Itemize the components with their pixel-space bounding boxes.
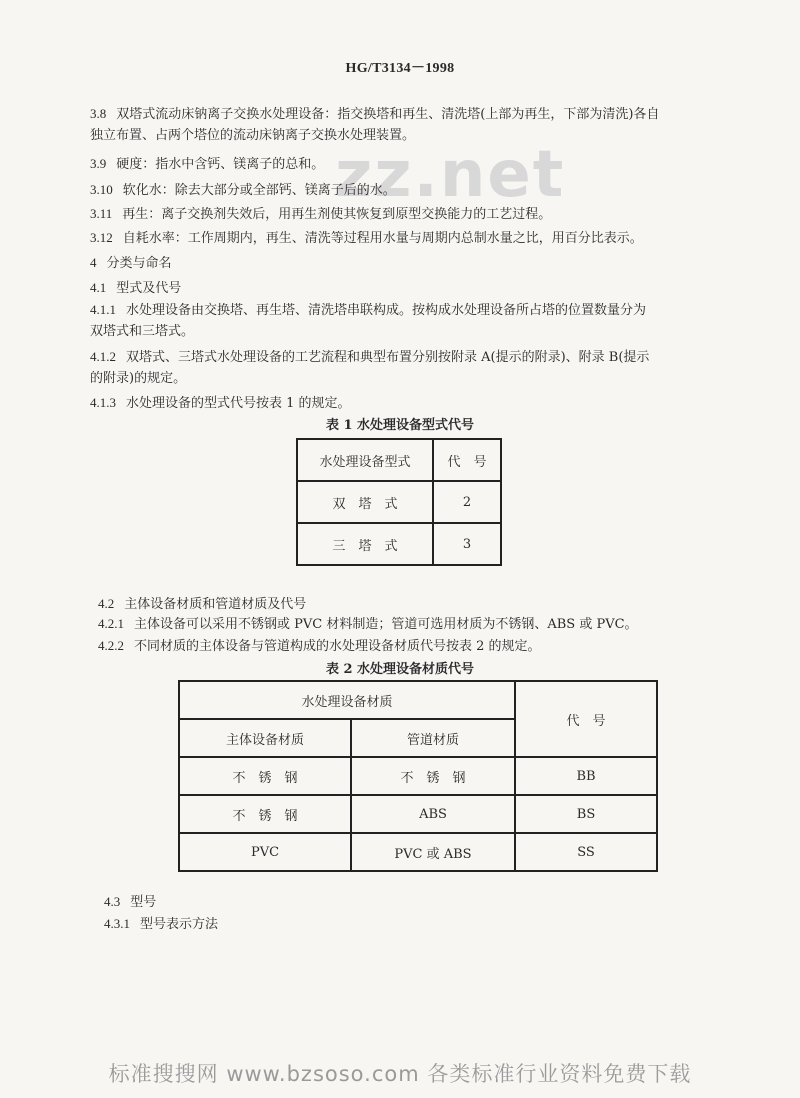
- clause-3-8: [90, 104, 659, 125]
- watermark: zz.net: [335, 138, 566, 212]
- table-cell: BB: [515, 757, 657, 795]
- clause-number: 4.2: [98, 596, 115, 611]
- clause-text: 分类与命名: [106, 256, 172, 271]
- footer-watermark: 标准搜搜网 www.bzsoso.com 各类标准行业资料免费下载: [108, 1062, 692, 1086]
- clause-4-1-2: [90, 347, 649, 368]
- clause-4-2-1: [98, 614, 638, 635]
- table-cell: 2: [433, 481, 501, 523]
- table-row: [179, 757, 657, 795]
- clause-text: 软化水：除去大部分或全部钙、镁离子后的水。: [122, 183, 396, 198]
- page-header: HG/T3134－1998: [345, 61, 455, 76]
- clause-text: 型号: [130, 895, 157, 910]
- clause-3-10: [90, 180, 396, 201]
- clause-number: 4.3.1: [104, 916, 130, 931]
- clause-4-1-1: [90, 300, 646, 321]
- clause-text: 的附录)的规定。: [90, 371, 187, 386]
- clause-number: 4.2.2: [98, 638, 124, 653]
- table-cell: 不 锈 钢: [179, 795, 351, 833]
- clause-number: 4: [90, 255, 97, 270]
- clause-3-9: [90, 154, 324, 175]
- table-cell: BS: [515, 795, 657, 833]
- clause-number: 3.11: [90, 206, 113, 221]
- clause-text: 双塔式流动床钠离子交换水处理设备：指交换塔和再生、清洗塔(上部为再生，下部为清洗)各自: [116, 107, 660, 122]
- table1: [296, 438, 502, 566]
- clause-3-8-cont: [90, 126, 415, 146]
- clause-4-1-1-cont: [90, 322, 194, 342]
- clause-4-1: [90, 278, 181, 299]
- clause-4-1-2-cont: [90, 369, 186, 389]
- clause-number: 3.9: [90, 156, 107, 171]
- clause-number: 3.12: [90, 230, 113, 245]
- clause-number: 4.1.3: [90, 395, 116, 410]
- table-row: [297, 439, 501, 481]
- table-row: [179, 795, 657, 833]
- clause-text: 水处理设备由交换塔、再生塔、清洗塔串联构成。按构成水处理设备所占塔的位置数量分为: [126, 303, 647, 318]
- table-row: [297, 481, 501, 523]
- table-group-header: 水处理设备材质: [179, 681, 515, 719]
- clause-number: 4.1.2: [90, 349, 116, 364]
- clause-number: 3.10: [90, 182, 113, 197]
- table-header-cell: 管道材质: [351, 719, 515, 757]
- table-row: [179, 681, 657, 719]
- clause-number: 4.1: [90, 280, 107, 295]
- clause-4-2-2: [98, 636, 541, 657]
- clause-4-2: [98, 594, 306, 615]
- table-cell: PVC 或 ABS: [351, 833, 515, 871]
- table-row: [297, 523, 501, 565]
- table-row: [179, 833, 657, 871]
- clause-text: 主体设备可以采用不锈钢或 PVC 材料制造；管道可选用材质为不锈钢、ABS 或 PVC。: [134, 617, 638, 632]
- clause-text: 独立布置、占两个塔位的流动床钠离子交换水处理装置。: [90, 128, 416, 143]
- table-cell: 不 锈 钢: [351, 757, 515, 795]
- table2: [178, 680, 658, 872]
- clause-4-3: [104, 892, 156, 913]
- table-header-cell: 代 号: [433, 439, 501, 481]
- clause-text: 再生：离子交换剂失效后，用再生剂使其恢复到原型交换能力的工艺过程。: [122, 207, 552, 222]
- clause-number: 4.2.1: [98, 616, 124, 631]
- clause-number: 4.3: [104, 894, 121, 909]
- table2-caption: 表 2 水处理设备材质代号: [325, 662, 475, 677]
- clause-number: 4.1.1: [90, 302, 116, 317]
- clause-3-12: [90, 228, 643, 249]
- clause-text: 不同材质的主体设备与管道构成的水处理设备材质代号按表 2 的规定。: [134, 639, 541, 654]
- clause-text: 双塔式、三塔式水处理设备的工艺流程和典型布置分别按附录 A(提示的附录)、附录 B(提示: [126, 350, 650, 365]
- table-cell: ABS: [351, 795, 515, 833]
- table-cell: 双 塔 式: [297, 481, 433, 523]
- clause-3-11: [90, 204, 551, 225]
- clause-4-3-1: [104, 914, 218, 935]
- clause-number: 3.8: [90, 106, 107, 121]
- table-header-cell: 代 号: [515, 681, 657, 757]
- clause-text: 主体设备材质和管道材质及代号: [124, 597, 307, 612]
- clause-text: 水处理设备的型式代号按表 1 的规定。: [126, 396, 351, 411]
- table-cell: 3: [433, 523, 501, 565]
- table-cell: 不 锈 钢: [179, 757, 351, 795]
- table-cell: PVC: [179, 833, 351, 871]
- table-cell: 三 塔 式: [297, 523, 433, 565]
- table1-caption: 表 1 水处理设备型式代号: [325, 418, 475, 433]
- table-header-cell: 水处理设备型式: [297, 439, 433, 481]
- clause-text: 型式及代号: [116, 281, 182, 296]
- section-4: [90, 253, 172, 274]
- clause-text: 硬度：指水中含钙、镁离子的总和。: [116, 157, 325, 172]
- clause-text: 双塔式和三塔式。: [90, 324, 195, 339]
- table-header-cell: 主体设备材质: [179, 719, 351, 757]
- clause-text: 型号表示方法: [140, 917, 219, 932]
- clause-text: 自耗水率：工作周期内，再生、清洗等过程用水量与周期内总制水量之比，用百分比表示。: [122, 231, 643, 246]
- clause-4-1-3: [90, 393, 351, 414]
- table-cell: SS: [515, 833, 657, 871]
